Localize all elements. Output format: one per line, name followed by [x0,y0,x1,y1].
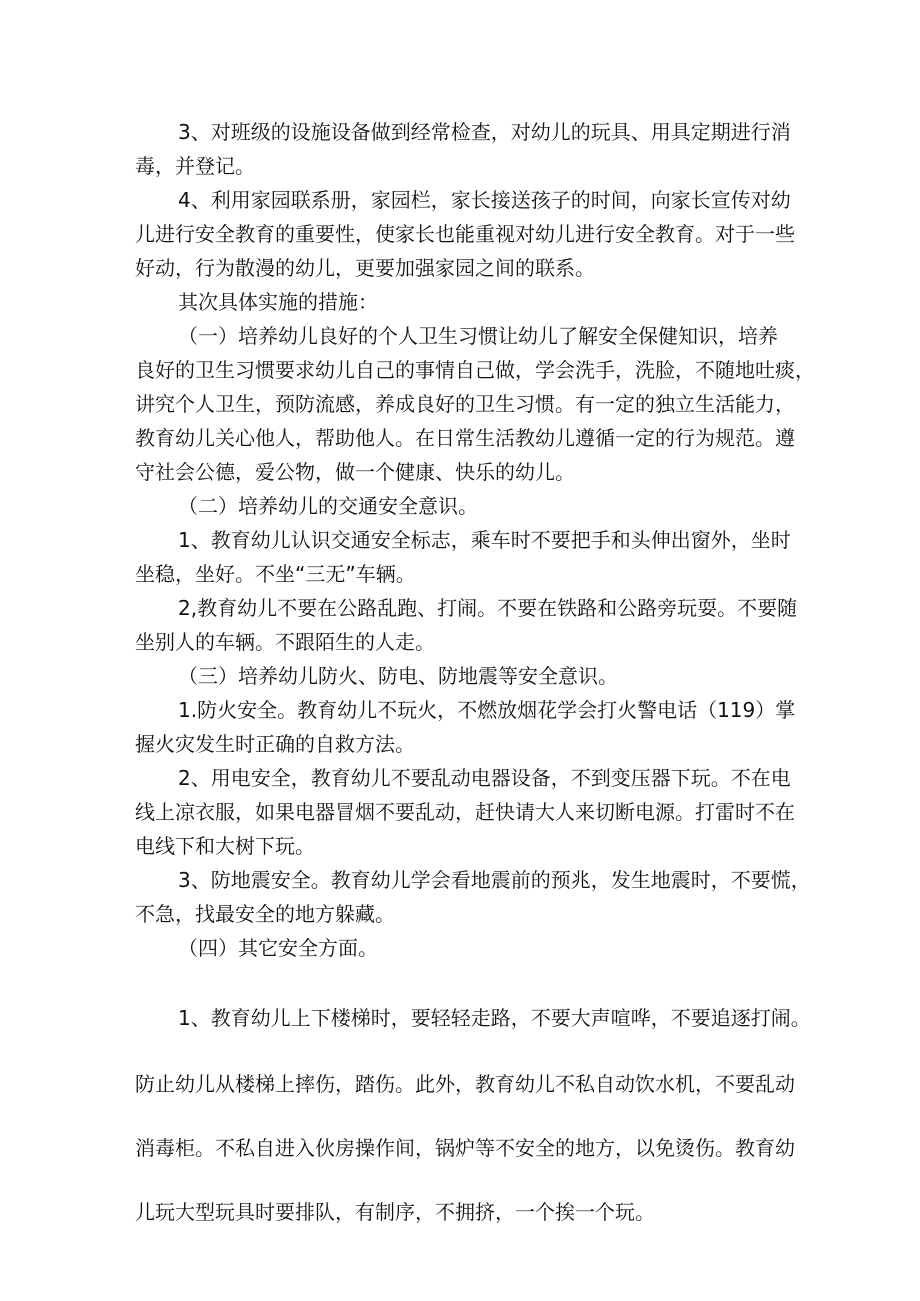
line-22: 电线下和大树下玩。 [135,834,315,858]
line-16: 坐别人的车辆。不跟陌生的人走。 [135,630,435,654]
line-9: 讲究个人卫生，预防流感，养成良好的卫生习惯。有一定的独立生活能力， [135,392,795,416]
line-3: 4、利用家园联系册，家园栏，家长接送孩子的时间，向家长宣传对幼 [178,188,791,212]
line-25: （四）其它安全方面。 [178,936,378,960]
line-17: （三）培养幼儿防火、防电、防地震等安全意识。 [178,664,618,688]
line-4: 儿进行安全教育的重要性，使家长也能重视对幼儿进行安全教育。对于一些 [135,222,795,246]
line-26: 1、教育幼儿上下楼梯时，要轻轻走路，不要大声喧哗，不要追逐打闹。 [178,1006,811,1030]
line-5: 好动，行为散漫的幼儿，更要加强家园之间的联系。 [135,256,595,280]
line-6: 其次具体实施的措施： [178,290,378,314]
line-10: 教育幼儿关心他人，帮助他人。在日常生活教幼儿遵循一定的行为规范。遵 [135,426,795,450]
line-23: 3、防地震安全。教育幼儿学会看地震前的预兆，发生地震时，不要慌， [178,868,811,892]
line-15: 2,教育幼儿不要在公路乱跑、打闹。不要在铁路和公路旁玩耍。不要随 [178,596,798,620]
line-19: 握火灾发生时正确的自救方法。 [135,732,415,756]
line-8: 良好的卫生习惯要求幼儿自己的事情自己做，学会洗手，洗脸，不随地吐痰， [135,358,815,382]
line-29: 儿玩大型玩具时要排队，有制序，不拥挤，一个挨一个玩。 [135,1200,655,1224]
line-2: 毒，并登记。 [135,154,255,178]
line-14: 坐稳，坐好。不坐“三无”车辆。 [135,562,416,586]
line-11: 守社会公德，爱公物，做一个健康、快乐的幼儿。 [135,460,575,484]
line-18: 1.防火安全。教育幼儿不玩火，不燃放烟花学会打火警电话（119）掌 [178,698,796,722]
line-1: 3、对班级的设施设备做到经常检查，对幼儿的玩具、用具定期进行消 [178,120,791,144]
line-21: 线上凉衣服，如果电器冒烟不要乱动，赶快请大人来切断电源。打雷时不在 [135,800,795,824]
line-28: 消毒柜。不私自进入伙房操作间，锅炉等不安全的地方，以免烫伤。教育幼 [135,1136,795,1160]
line-24: 不急，找最安全的地方躲藏。 [135,902,395,926]
line-27: 防止幼儿从楼梯上摔伤，踏伤。此外，教育幼儿不私自动饮水机，不要乱动 [135,1072,795,1096]
line-13: 1、教育幼儿认识交通安全标志，乘车时不要把手和头伸出窗外，坐时 [178,528,791,552]
line-7: （一）培养幼儿良好的个人卫生习惯让幼儿了解安全保健知识，培养 [178,324,778,348]
line-12: （二）培养幼儿的交通安全意识。 [178,494,478,518]
line-20: 2、用电安全，教育幼儿不要乱动电器设备，不到变压器下玩。不在电 [178,766,791,790]
